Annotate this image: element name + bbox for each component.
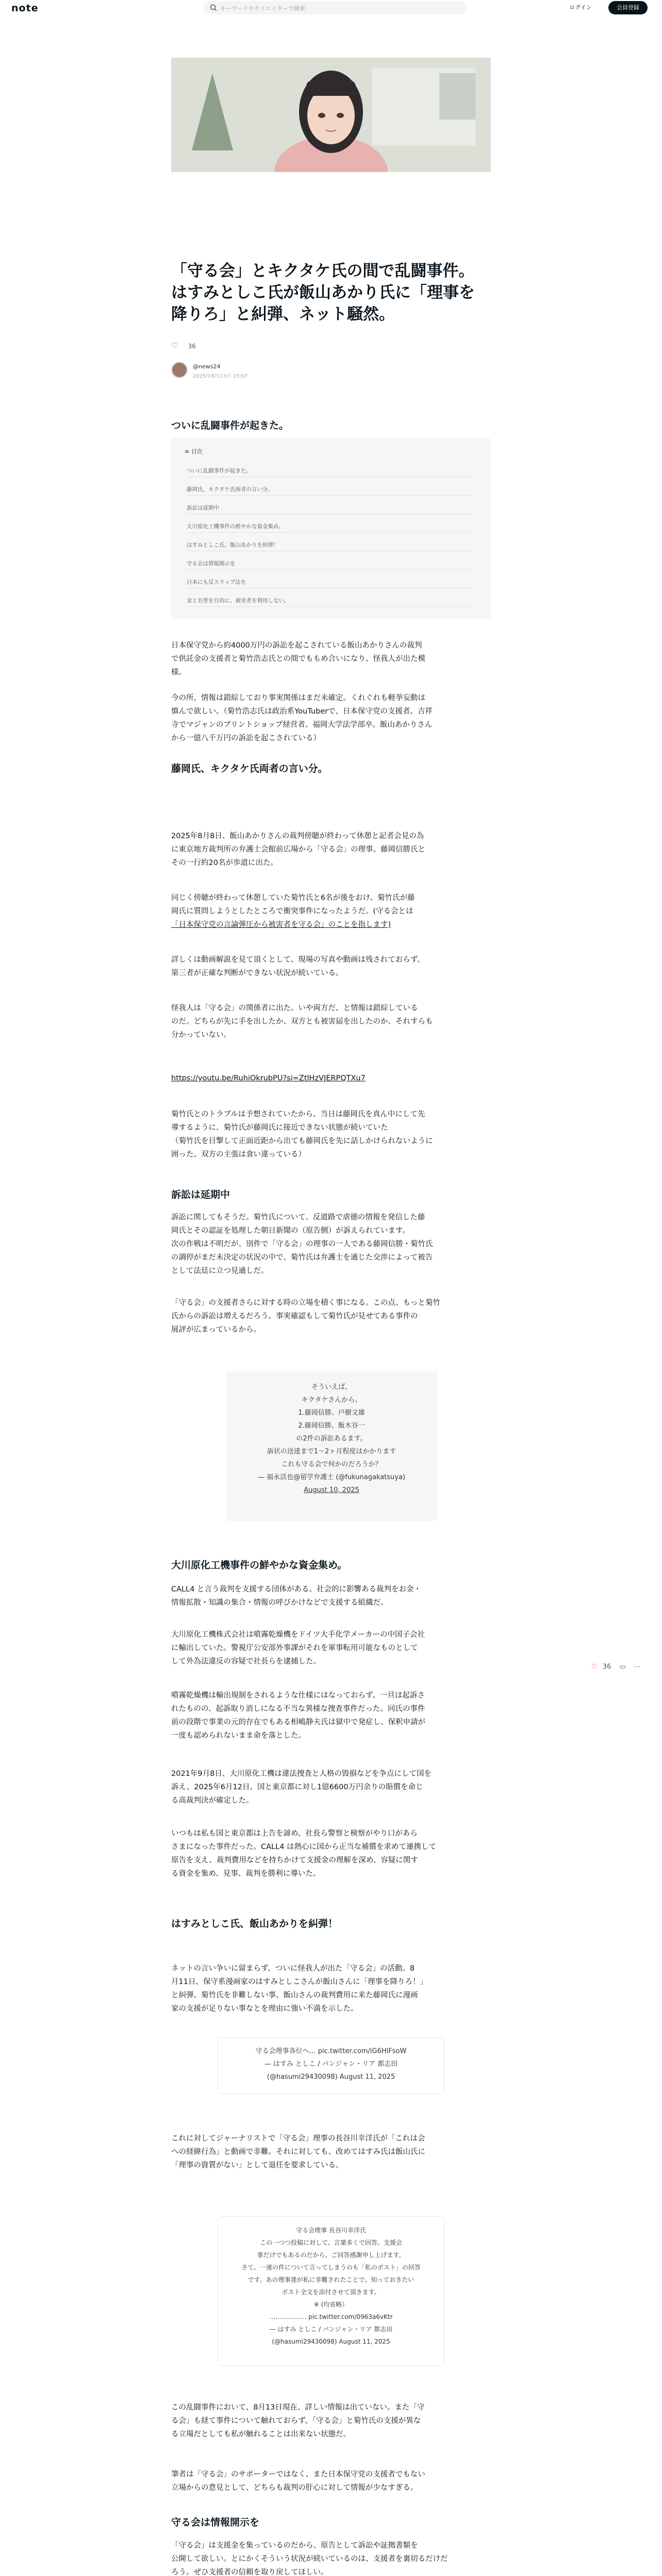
paragraph: 筆者は「守る会」のサポーターではなく、また日本保守党の支援者でもない 立場からの意見として、どちらも裁判の肝心に対して情報が少なすぎる。 [171,2470,425,2492]
note-logo[interactable]: note [11,3,39,14]
search-input[interactable] [204,1,467,14]
like-count: 36 [602,1663,611,1671]
paragraph: 2025年8月8日、飯山あかりさんの裁判傍聴が終わって休憩と記者会見の為 に東京地方裁判所の弁護士会館前広場から「守る会」の理事、藤岡信勝氏と その一行約20名が歩道に出た。 [171,832,425,867]
paragraph: 2021年9月8日、大川原化工機は違法捜査と人格の毀損などを争点にして国を 訴え、2025年6月12日、国と東京都に対し1億6600万円余りの賠償を命じ る高裁判決が確定した。 [171,1770,432,1805]
section-heading: ついに乱闘事件が起きた。 [171,420,289,431]
section-heading: 大川原化工機事件の鮮やかな資金集め。 [171,1560,347,1571]
search-placeholder: キーワードやクリエイターで検索 [220,5,305,12]
signup-button[interactable]: 会員登録 [608,1,648,14]
list-icon: ≡ [185,448,191,455]
paragraph: これに対してジャーナリストで「守る会」理事の長谷川幸洋氏が「これは会 への経緯行為」と動画で非難。それに対しても、改めてはすみ氏は飯山氏に 「理事の資質がない」として退任を要求している。 [171,2134,425,2170]
publish-date: 2025年8月13日 15:07 [193,374,248,379]
like-count: 36 [188,343,196,350]
toc-item[interactable]: 日本にも反スラップ法を [187,578,475,588]
paragraph: この乱闘事件において、8月13日現在、詳しい情報は出ていない。また「守 る会」も経て事件について触れておらず、「守る会」と菊竹氏の支援が異な る立場だとしても私が触れることは出来ない状態だ。 [171,2403,425,2438]
heart-icon[interactable]: ♡ [171,341,178,350]
tweet-embed: そういえば、 キクタケさんから、 1.藤岡信勝、戸樹文雄 2.藤岡信勝、飯木谷一 の2件の訴訟あるます。 訴状の送達まで1～2ヶ月程度はかかります これも守る会で何かのだろうか？ — 福永活也@留学弁護士 (@fukunagakatsuya) August 10, 2025 [226,1371,437,1521]
paragraph: 訴訟に関してもそうだ。菊竹氏について、反道路で虐徳の情報を発信した藤 岡氏とその認証を処理した朝日新聞の（原告側）が訴えられています。 次の作戦は不明だが、別件で「守る会」の理事の一人である藤岡信勝・菊竹氏 の調停がまだ未決定の状況の中で、菊竹氏は弁護士を通じた交渉によって被告 として法廷に立つ見通しだ。 [171,1213,433,1275]
top-bar [0,0,662,14]
paragraph: CALL4 と言う裁判を支援する団体がある。社会的に影響ある裁判をお金・ 情報拡散・知識の集合・情報の呼びかけなどで支援する組織だ。 [171,1585,422,1607]
more-icon[interactable]: ⋯ [634,1663,641,1671]
paragraph: 「守る会」は支援金を集っているのだから、原告として訴訟や証拠書類を 公開して欲しい。とにかくそういう状況が続いているのは、支援者を裏切るだけだ ろう。ぜひ支援者の信頼を取り戻してほしい。 [171,2541,448,2576]
author-info[interactable] [171,362,491,379]
table-of-contents [171,438,491,619]
tweet-embed: 守る会理事各位へ… pic.twitter.com/iG6HlFsoW — はすみ としこ / バンジャン・リア 都志田 (@hasumi29430098) August 11, 2025 [218,2037,444,2094]
login-button[interactable]: ログイン [569,4,592,11]
paragraph: 同じく傍聴が終わって休憩していた菊竹氏と6名が後をおけ、菊竹氏が藤 岡氏に質問しようとしたところで衝突事件になったようだ。(守る会とは 「日本保守党の言論弾圧から被害者を守る会」のことを指します) [171,894,415,929]
paragraph: 菊竹氏とのトラブルは予想されていたから、当日は藤岡氏を真ん中にして先 導するように、菊竹氏が藤岡氏に接近できない状態が続いていた （菊竹氏を目撃して正面近距から出ても藤岡氏を先に話しかけられないように 囲った。双方の主張は食い違っている） [171,1110,433,1159]
paragraph: いつもは私も国と東京都は上告を諦め、社長ら警察と検察がやり口があら さまになった事件だった。CALL4 は熱心に国から正当な補償を求めて連携して 原告を支え、裁判費用などを持ちかけて支援金の理解を深め、容疑に関す る資金を集め、見事、裁判を勝利に導いた。 [171,1829,437,1878]
toc-item[interactable]: 守る会は情報開示を [187,560,475,570]
paragraph: 日本保守党から約4000万円の訴訟を起こされている飯山あかりさんの裁判 で供託金の支援者と菊竹浩志氏との間でももめ合いになり、怪我人が出た模 様。 [171,641,425,676]
heart-icon[interactable]: ♡ [591,1663,598,1671]
paragraph: 怪我人は「守る会」の関係者に出た。いや両方だ、と情報は錯綜している のだ。どちらが先に手を出したか、双方とも被害届を出したのか、それすらも 分かっていない。 [171,1004,433,1039]
section-heading: はすみとしこ氏、飯山あかりを糾弾！ [171,1918,338,1929]
avatar[interactable] [171,362,188,378]
paragraph: 今の所、情報は錯綜しており事実関係はまだ未確定。くれぐれも軽挙妄動は 慎んで欲しい。（菊竹浩志氏は政治系YouTuberで、日本保守党の支援者。吉祥 寺でマジャンのブリントショップ経営者。福岡大学法学部卒。飯山あかりさん から一億八千万円の訴訟を起こされている） [171,694,433,742]
paragraph: 「守る会」の支援者さらに対する時の立場を積く事になる。この点、もっと菊竹 氏からの訴訟は増えるだろう。事実確認もして菊竹氏が見せてある事件の 展評が広まっているから。 [171,1299,440,1334]
paragraph: 詳しくは動画解説を見て頂くとして、現場の写真や動画は残されておらず、 第三者が正確な判断ができない状況が続いている。 [171,956,425,977]
author-name[interactable]: @news24 [193,363,221,370]
paragraph: 大川原化工機株式会社は噴霧乾燥機をドイツ大手化学メーカーの中国子会社 に輸出していた。警視庁公安部外事課がそれを軍事転用可能なものとして して外為法違反の容疑で社長らを逮捕した。 [171,1631,425,1666]
search-icon [210,4,217,11]
toc-item[interactable]: はすみとしこ氏、飯山あかりを糾弾！ [187,541,475,551]
paragraph: 噴霧乾燥機は輸出規制をされるような仕様にはなっておらず、一旦は起訴さ れたものの、起訴取り消しになる不当な異様な捜査事件だった。同氏の事件 前の段階で事業の元的存在でもある相嶋静夫氏は獄中で発症し、保釈申請が 一度も認められないまま命を落とした。 [171,1691,425,1740]
youtube-link[interactable]: https://youtu.be/RuhiOkrubPU?si=ZtlHzVJERPQTXu7 [171,1074,366,1082]
toc-item[interactable]: 金と名誉を目的に、被害者を利用しない。 [187,597,475,607]
toc-title: ≡ 目次 [185,448,203,455]
hero-image [171,58,491,172]
like-row [171,341,491,351]
tweet-date-link[interactable]: August 10, 2025 [304,1486,359,1494]
paragraph: ネットの言い争いに留まらず、ついに怪我人が出た「守る会」の活動。8 月11日、保守系漫画家のはすみとしこさんが飯山さんに「理事を降りろ！」 と糾弾、菊竹氏を非難しない事、飯山さんの裁判費用に来た藤岡氏に漫画 家の支援が足りない事なとを理由に強い不満を示した。 [171,1964,427,2013]
section-heading: 守る会は情報開示を [171,2517,260,2528]
section-heading: 訴訟は延期中 [171,1189,230,1200]
section-heading: 藤岡氏、キクタケ氏両者の言い分。 [171,763,328,774]
toc-item[interactable]: 大川原化工機事件の鮮やかな資金集め。 [187,522,475,533]
article-title: 「守る会」とキクタケ氏の間で乱闘事件。 はすみとしこ氏が飯山あかり氏に「理事を 降りろ」と糾弾、ネット騒然。 [171,262,475,324]
tweet-embed: 守る会理事 長谷川幸洋氏 この一つつ投稿に対して、言葉多くで回答。支援会 事だけでもあるのだから、ご回答感謝申し上げます。 さて、一連の件について言ってしまうのも「私のポスト」の回答 です。あの理事達が私に非難されたことで、知っておきたい ポスト全文を添付させて頂きます。 ※ (均省略） ……………… pic.twitter.com/0963a6vKtr — はすみ としこ / バンジャン・リア 都志田 (@hasumi29430098) August 11, 2025 [218,2216,444,2366]
comment-icon[interactable]: ▭ [619,1663,626,1671]
toc-item[interactable]: 藤岡氏、キクタケ氏両者の言い分。 [187,485,475,496]
toc-item[interactable]: 訴訟は延期中 [187,504,475,514]
toc-item[interactable]: ついに乱闘事件が起きた。 [187,467,475,477]
side-actions [591,1663,641,1673]
